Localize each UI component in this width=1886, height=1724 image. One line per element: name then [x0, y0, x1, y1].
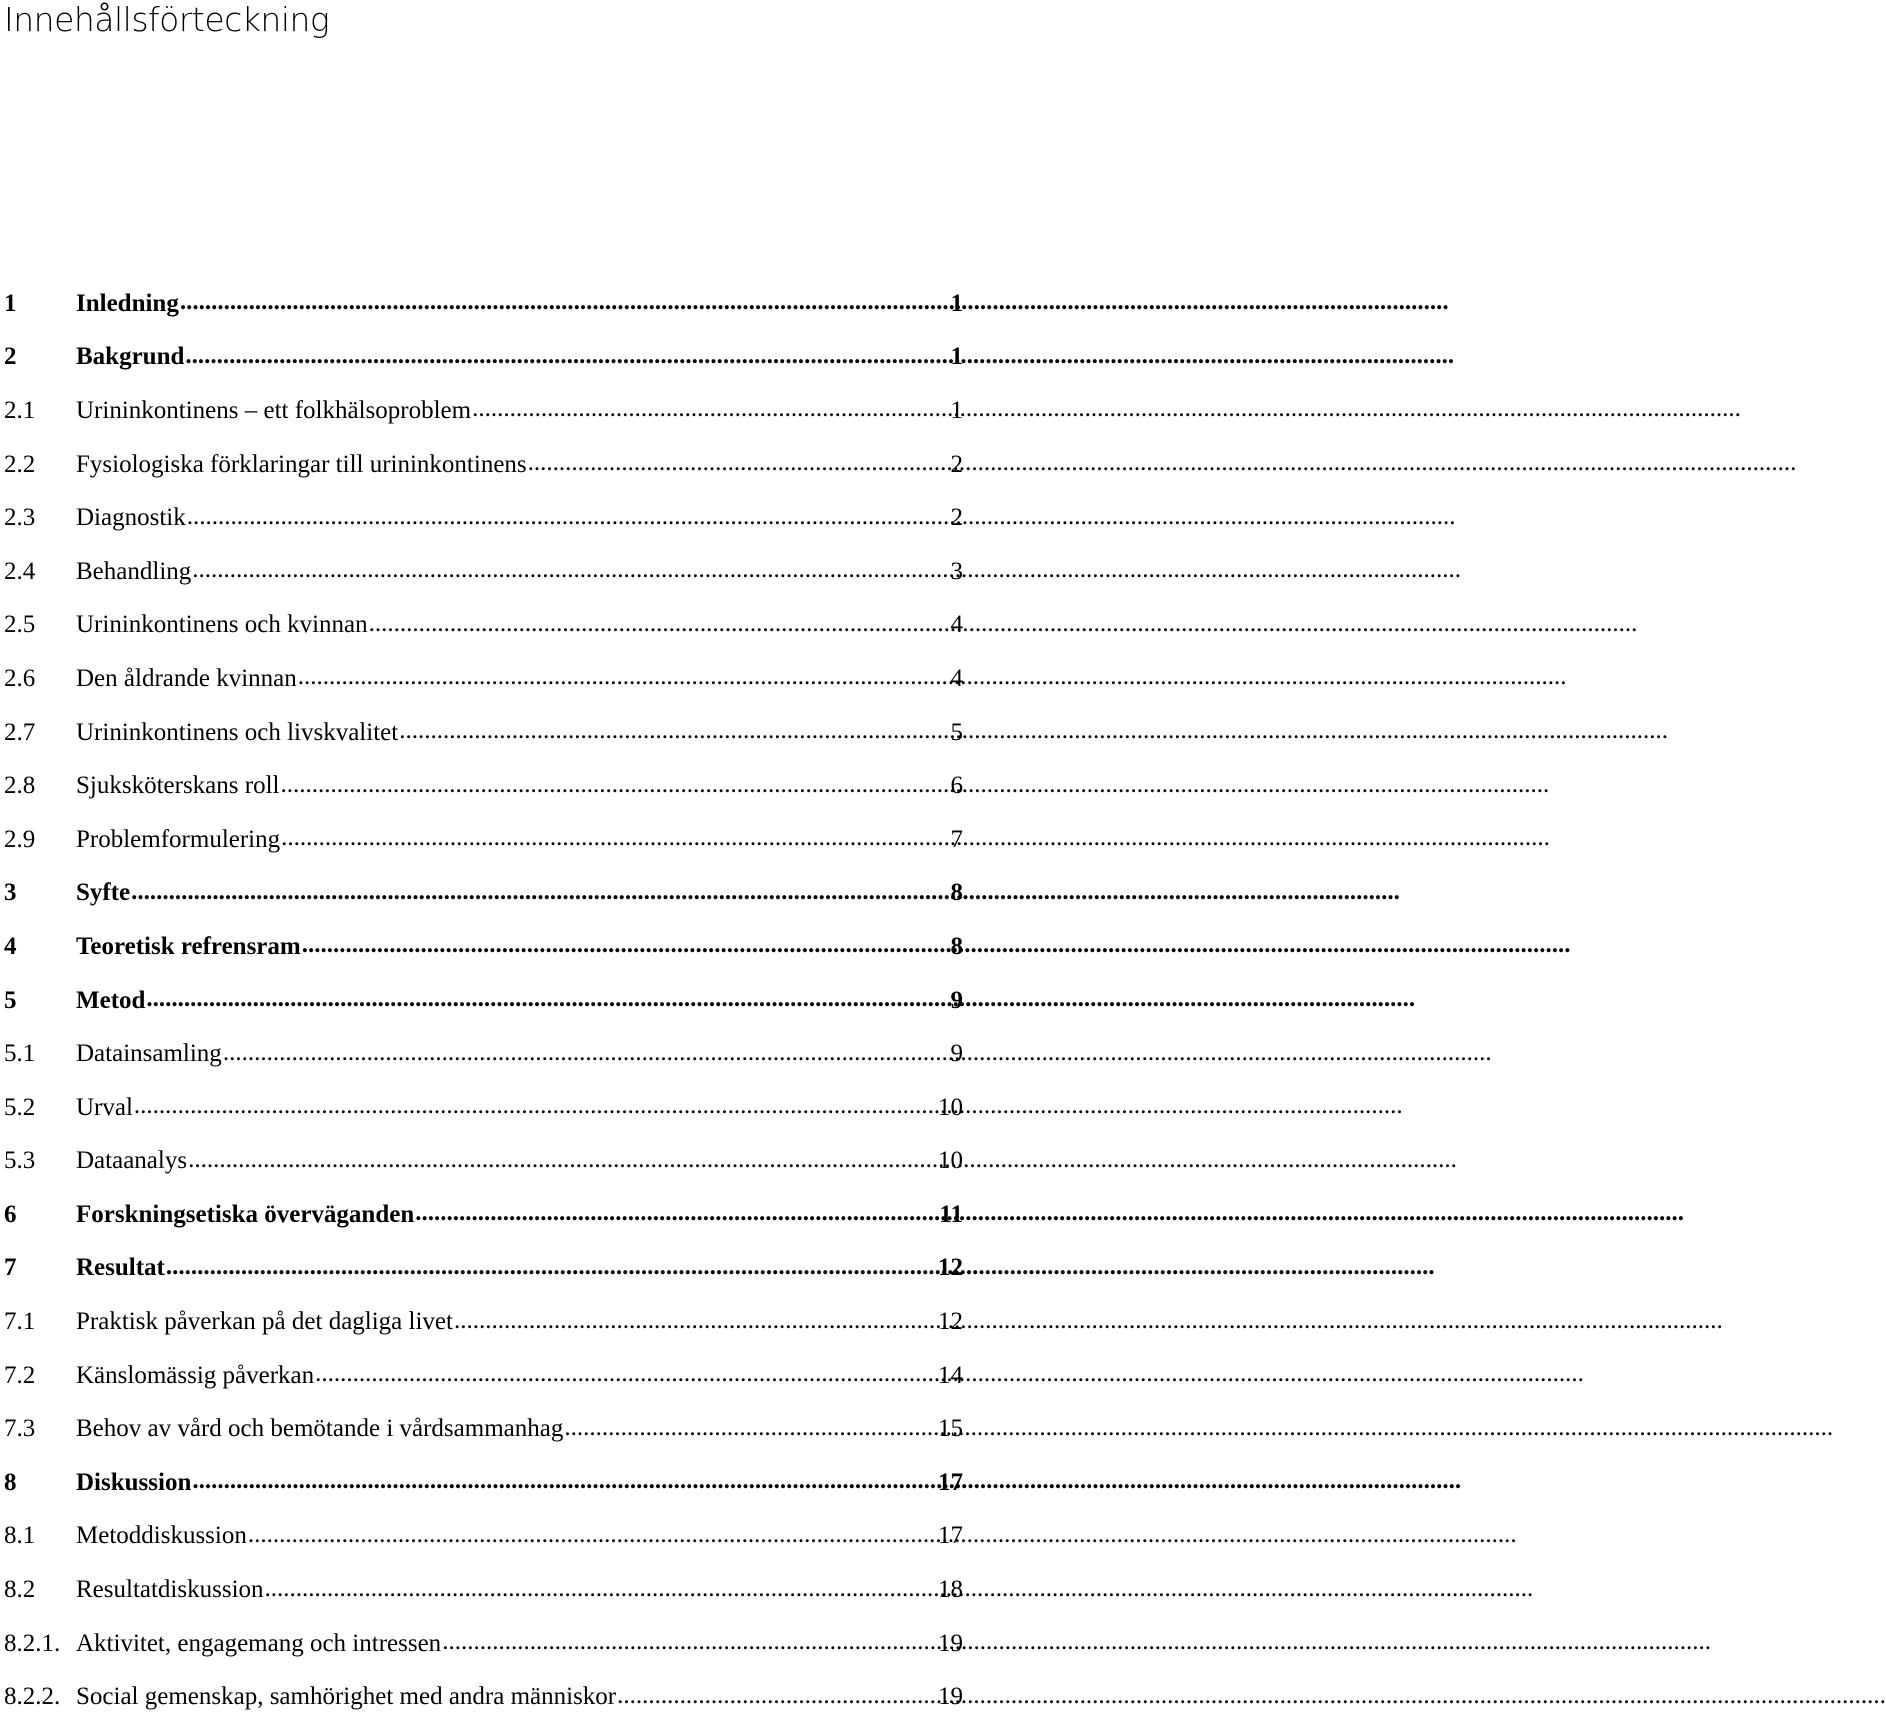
toc-dot-leader	[564, 1417, 937, 1442]
toc-entry-title: Bakgrund	[76, 343, 185, 371]
toc-dot-leader	[281, 827, 949, 852]
toc-entry-page-number: 8	[950, 932, 963, 960]
toc-entry-title: Social gemenskap, samhörighet med andra människor	[76, 1683, 617, 1711]
toc-dot-leader	[192, 1470, 937, 1495]
toc-entry-title: Inledning	[76, 289, 179, 317]
toc-entry-page-number: 19	[938, 1683, 963, 1711]
toc-dot-leader	[192, 559, 949, 584]
toc-entry-number: 8.2.1.	[4, 1629, 61, 1657]
toc-dot-leader	[187, 506, 950, 531]
toc-entry-title: Dataanalys	[76, 1147, 188, 1175]
toc-dot-leader	[369, 613, 950, 638]
toc-dot-leader	[399, 720, 949, 745]
toc-entry[interactable]	[4, 974, 963, 1028]
toc-entry-number: 2.7	[4, 718, 36, 746]
toc-entry[interactable]	[4, 545, 963, 599]
toc-dot-leader	[472, 398, 949, 423]
toc-dot-leader	[442, 1631, 937, 1656]
toc-entry-page-number: 5	[950, 718, 963, 746]
toc-entry[interactable]	[4, 1563, 963, 1617]
toc-entry-number: 1	[4, 289, 17, 317]
toc-entry-number: 8.2.2.	[4, 1683, 61, 1711]
toc-entry-title: Urininkontinens och kvinnan	[76, 611, 368, 639]
toc-dot-leader	[280, 774, 949, 799]
toc-entry-page-number: 9	[950, 986, 963, 1014]
toc-entry-title: Aktivitet, engagemang och intressen	[76, 1629, 442, 1657]
toc-entry[interactable]	[4, 438, 963, 492]
toc-entry-page-number: 17	[938, 1522, 963, 1550]
toc-entry[interactable]	[4, 1242, 963, 1296]
toc-entry-title: Praktisk påverkan på det dagliga livet	[76, 1308, 453, 1336]
toc-entry[interactable]	[4, 1617, 963, 1671]
toc-entry-page-number: 10	[938, 1093, 963, 1121]
toc-entry-title: Diagnostik	[76, 504, 186, 532]
toc-dot-leader	[248, 1524, 937, 1549]
toc-entry-number: 8.1	[4, 1522, 36, 1550]
toc-entry[interactable]	[4, 920, 963, 974]
toc-entry[interactable]	[4, 1135, 963, 1189]
toc-entry-page-number: 11	[939, 1200, 963, 1228]
toc-entry[interactable]	[4, 1670, 963, 1724]
toc-entry-title: Problemformulering	[76, 825, 281, 853]
toc-entry-title: Syfte	[76, 879, 131, 907]
toc-dot-leader	[454, 1310, 937, 1335]
toc-entry-number: 8	[4, 1468, 17, 1496]
toc-entry-title: Diskussion	[76, 1468, 192, 1496]
toc-entry-page-number: 12	[938, 1308, 963, 1336]
toc-entry[interactable]	[4, 277, 963, 331]
toc-entry[interactable]	[4, 1081, 963, 1135]
toc-entry-page-number: 10	[938, 1147, 963, 1175]
toc-dot-leader	[415, 1202, 938, 1227]
toc-dot-leader	[180, 291, 950, 316]
toc-dot-leader	[223, 1042, 950, 1067]
toc-entry[interactable]	[4, 652, 963, 706]
toc-entry-page-number: 4	[950, 611, 963, 639]
toc-entry-page-number: 8	[950, 879, 963, 907]
toc-entry-title: Forskningsetiska överväganden	[76, 1200, 415, 1228]
toc-entry-title: Datainsamling	[76, 1040, 222, 1068]
toc-dot-leader	[302, 934, 950, 959]
toc-entry-title: Fysiologiska förklaringar till urininkontinens	[76, 450, 527, 478]
toc-entry-number: 2.1	[4, 396, 36, 424]
toc-entry-number: 6	[4, 1200, 17, 1228]
toc-entry-page-number: 2	[950, 504, 963, 532]
toc-entry-number: 2	[4, 343, 17, 371]
toc-entry-number: 7.2	[4, 1361, 36, 1389]
toc-dot-leader	[166, 1256, 937, 1281]
toc-entry[interactable]	[4, 599, 963, 653]
toc-entry-title: Urininkontinens och livskvalitet	[76, 718, 399, 746]
toc-entry-title: Urininkontinens – ett folkhälsoproblem	[76, 396, 472, 424]
toc-dot-leader	[265, 1578, 937, 1603]
toc-entry-number: 2.2	[4, 450, 36, 478]
toc-dot-leader	[298, 666, 950, 691]
toc-entry-title: Känslomässig påverkan	[76, 1361, 315, 1389]
toc-entry[interactable]	[4, 1349, 963, 1403]
toc-entry-number: 8.2	[4, 1576, 36, 1604]
toc-entry-page-number: 4	[950, 664, 963, 692]
toc-entry-number: 5	[4, 986, 17, 1014]
toc-entry[interactable]	[4, 1295, 963, 1349]
toc-entry-number: 5.1	[4, 1040, 36, 1068]
toc-entry[interactable]	[4, 813, 963, 867]
toc-entry-title: Metod	[76, 986, 146, 1014]
toc-entry-title: Resultatdiskussion	[76, 1576, 264, 1604]
toc-entry-title: Teoretisk refrensram	[76, 932, 301, 960]
toc-entry[interactable]	[4, 1402, 963, 1456]
toc-entry[interactable]	[4, 1188, 963, 1242]
toc-dot-leader	[315, 1363, 937, 1388]
toc-entry-page-number: 18	[938, 1576, 963, 1604]
toc-entry-page-number: 15	[938, 1415, 963, 1443]
toc-entry-page-number: 9	[950, 1040, 963, 1068]
toc-entry[interactable]	[4, 759, 963, 813]
toc-entry-number: 2.4	[4, 557, 36, 585]
toc-entry-title: Behandling	[76, 557, 192, 585]
toc-entry[interactable]	[4, 1510, 963, 1564]
toc-entry-title: Behov av vård och bemötande i vårdsammanhag	[76, 1415, 564, 1443]
toc-entry-number: 2.6	[4, 664, 36, 692]
toc-entry-number: 7	[4, 1254, 17, 1282]
table-of-contents	[4, 277, 963, 1724]
toc-entry-number: 4	[4, 932, 17, 960]
toc-dot-leader	[146, 988, 949, 1013]
toc-entry[interactable]	[4, 867, 963, 921]
toc-entry-number: 7.3	[4, 1415, 36, 1443]
toc-entry-page-number: 17	[938, 1468, 963, 1496]
toc-entry-page-number: 1	[950, 396, 963, 424]
toc-entry-page-number: 6	[950, 772, 963, 800]
toc-dot-leader	[134, 1095, 937, 1120]
toc-entry[interactable]	[4, 706, 963, 760]
toc-entry[interactable]	[4, 1027, 963, 1081]
toc-entry-number: 2.5	[4, 611, 36, 639]
toc-dot-leader	[617, 1685, 937, 1710]
toc-entry-page-number: 12	[938, 1254, 963, 1282]
toc-entry-page-number: 1	[950, 289, 963, 317]
toc-dot-leader	[528, 452, 950, 477]
toc-entry-page-number: 7	[950, 825, 963, 853]
toc-entry-number: 5.3	[4, 1147, 36, 1175]
toc-dot-leader	[185, 345, 949, 370]
toc-entry-number: 2.3	[4, 504, 36, 532]
toc-entry-page-number: 3	[950, 557, 963, 585]
toc-entry[interactable]	[4, 384, 963, 438]
toc-dot-leader	[188, 1149, 937, 1174]
toc-entry-page-number: 14	[938, 1361, 963, 1389]
toc-entry-number: 5.2	[4, 1093, 36, 1121]
toc-entry-title: Metoddiskussion	[76, 1522, 247, 1550]
toc-entry-title: Sjuksköterskans roll	[76, 772, 280, 800]
toc-entry[interactable]	[4, 331, 963, 385]
toc-entry-number: 7.1	[4, 1308, 36, 1336]
toc-entry[interactable]	[4, 1456, 963, 1510]
toc-dot-leader	[131, 881, 949, 906]
toc-entry-number: 2.9	[4, 825, 36, 853]
toc-entry-title: Urval	[76, 1093, 133, 1121]
toc-entry-title: Den åldrande kvinnan	[76, 664, 297, 692]
toc-entry[interactable]	[4, 491, 963, 545]
toc-entry-number: 3	[4, 879, 17, 907]
toc-entry-page-number: 1	[950, 343, 963, 371]
toc-entry-page-number: 19	[938, 1629, 963, 1657]
page-title: Innehållsförteckning	[4, 0, 330, 39]
toc-entry-number: 2.8	[4, 772, 36, 800]
toc-entry-page-number: 2	[950, 450, 963, 478]
toc-entry-title: Resultat	[76, 1254, 165, 1282]
